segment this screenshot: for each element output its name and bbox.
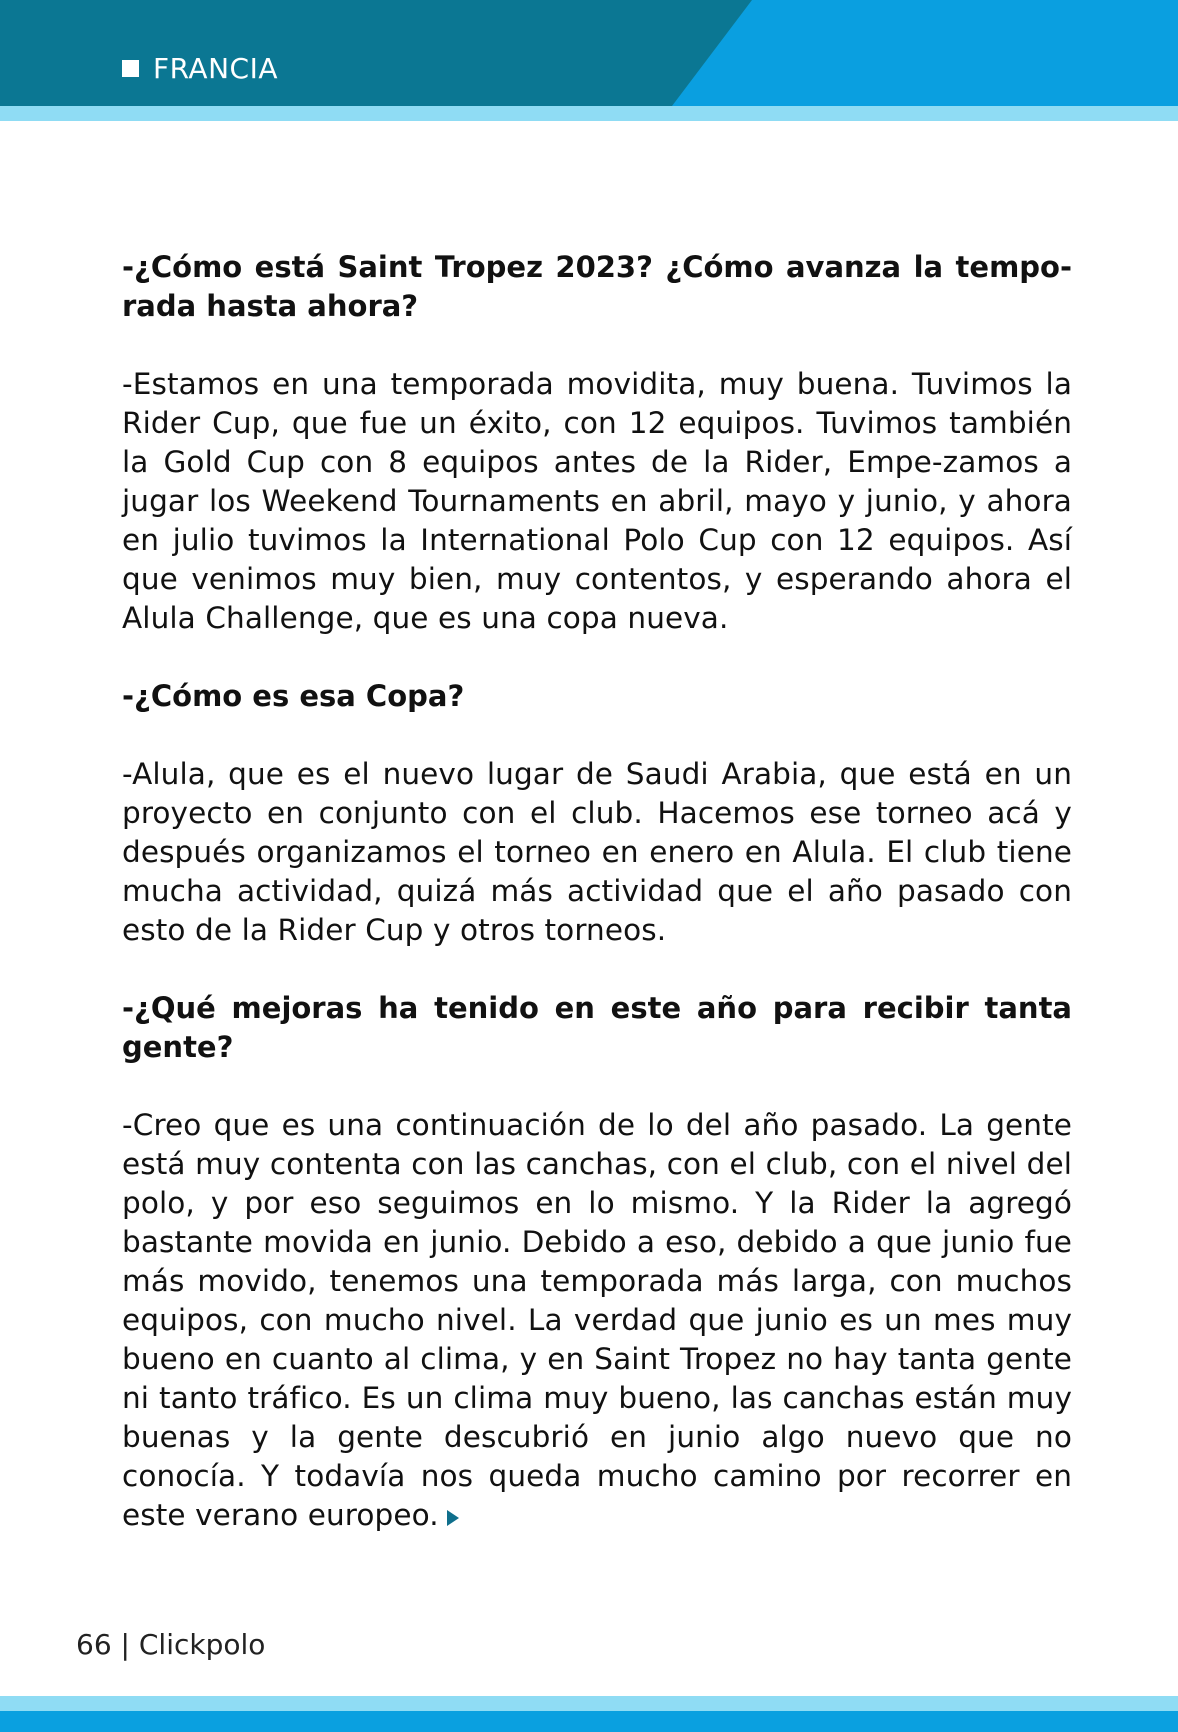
page-folio: 66 | Clickpolo [76,1628,266,1661]
square-bullet-icon [122,60,139,77]
footer-band-light [0,1696,1178,1711]
section-label [122,48,278,88]
section-label-text: FRANCIA [153,51,278,85]
answer-2: -Alula, que es el nuevo lugar de Saudi Arabia, que está en un proyecto en conjunto con el club. Hacemos ese torneo acá y después organizamos el torneo en enero en Alula. El club tiene mucha actividad, quizá más actividad que el año pasado con esto de la Rider Cup y otros torneos. [122,757,1072,947]
question-1: -¿Cómo está Saint Tropez 2023? ¿Cómo avanza la tempo-rada hasta ahora? [122,250,1072,323]
answer-1: -Estamos en una temporada movidita, muy buena. Tuvimos la Rider Cup, que fue un éxito, con 12 equipos. Tuvimos también la Gold Cup con 8 equipos antes de la Rider, Empe-zamos a jugar los Weekend Tournaments en abril, mayo y junio, y ahora en julio tuvimos la International Polo Cup con 12 equipos. Así que venimos muy bien, muy contentos, y esperando ahora el Alula Challenge, que es una copa nueva. [122,367,1072,635]
question-2: -¿Cómo es esa Copa? [122,679,465,713]
footer-band-dark [0,1711,1178,1732]
question-3: -¿Qué mejoras ha tenido en este año para recibir tanta gente? [122,991,1072,1064]
end-of-article-triangle-icon [447,1510,459,1526]
page-header [0,0,1178,121]
interview-article [122,248,1072,1574]
answer-3 [122,1106,1072,1535]
answer-3-text: -Creo que es una continuación de lo del año pasado. La gente está muy contenta con las canchas, con el club, con el nivel del polo, y por eso seguimos en lo mismo. Y la Rider la agregó bastante movida en junio. Debido a eso, debido a que junio fue más movido, tenemos una temporada más larga, con muchos equipos, con mucho nivel. La verdad que junio es un mes muy bueno en cuanto al clima, y en Saint Tropez no hay tanta gente ni tanto tráfico. Es un clima muy bueno, las canchas están muy buenas y la gente descubrió en junio algo nuevo que no conocía. Y todavía nos queda mucho camino por recorrer en este verano europeo. [122,1108,1072,1532]
